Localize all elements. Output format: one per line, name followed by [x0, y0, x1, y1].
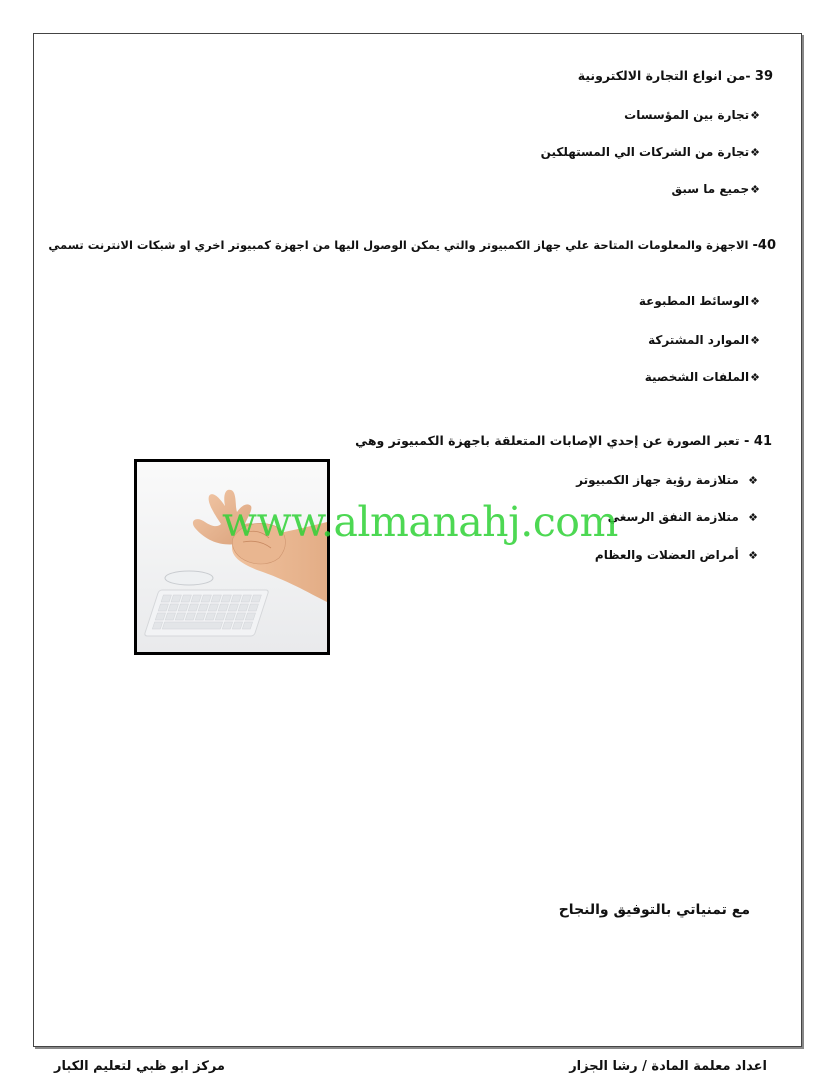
question-number: 39: [754, 69, 773, 84]
option-text: الموارد المشتركة: [648, 333, 750, 347]
question-number: 40-: [752, 238, 776, 253]
keyboard: [144, 590, 269, 636]
option-text: متلازمة رؤية جهاز الكمبيوتر: [576, 473, 739, 487]
option-41-2: [608, 510, 758, 524]
option-41-1: [576, 473, 758, 487]
question-39: [578, 68, 773, 84]
question-text: -من انواع التجارة الالكترونية: [577, 68, 751, 83]
question-41: [355, 433, 772, 449]
option-text: أمراض العضلات والعظام: [594, 548, 739, 562]
footer-center: مركز ابو ظبي لتعليم الكبار: [54, 1059, 225, 1074]
question-text: تعبر الصورة عن إحدي الإصابات المتعلقة باجهزة الكمبيوتر وهي: [355, 433, 740, 448]
mouse: [165, 571, 213, 585]
question-number: 41 -: [743, 434, 772, 449]
question-40: [48, 238, 776, 253]
closing-message: مع تمنياتي بالتوفيق والنجاح: [558, 902, 750, 918]
diamond-bullet-icon: ❖: [750, 183, 760, 196]
diamond-bullet-icon: ❖: [750, 146, 760, 159]
option-39-3: [672, 182, 760, 196]
wrist-pain-photo: [134, 459, 330, 655]
option-41-3: [595, 548, 758, 562]
diamond-bullet-icon: ❖: [750, 334, 760, 347]
option-text: تجارة من الشركات الي المستهلكين: [540, 145, 750, 159]
watermark: www.almanahj.com: [222, 498, 618, 546]
option-text: جميع ما سبق: [671, 182, 750, 196]
footer-teacher: اعداد معلمة المادة / رشا الجزار: [569, 1059, 767, 1074]
wrist-keyboard-illustration: [137, 462, 327, 652]
question-text: الاجهزة والمعلومات المتاحة علي جهاز الكمبيوتر والتي يمكن الوصول اليها من اجهزة كمبيوتر اخري او شبكات الانترنت تسمي: [48, 238, 749, 252]
option-40-3: [645, 370, 760, 384]
option-text: متلازمة النفق الرسغي: [607, 510, 739, 524]
diamond-bullet-icon: ❖: [748, 511, 758, 524]
diamond-bullet-icon: ❖: [750, 109, 760, 122]
option-40-1: [639, 294, 760, 308]
diamond-bullet-icon: ❖: [750, 295, 760, 308]
option-text: الوسائط المطبوعة: [638, 294, 750, 308]
diamond-bullet-icon: ❖: [748, 549, 758, 562]
option-text: تجارة بين المؤسسات: [624, 108, 750, 122]
diamond-bullet-icon: ❖: [750, 371, 760, 384]
option-39-2: [541, 145, 760, 159]
option-text: الملفات الشخصية: [644, 370, 750, 384]
option-39-1: [624, 108, 760, 122]
diamond-bullet-icon: ❖: [748, 474, 758, 487]
option-40-2: [648, 333, 760, 347]
